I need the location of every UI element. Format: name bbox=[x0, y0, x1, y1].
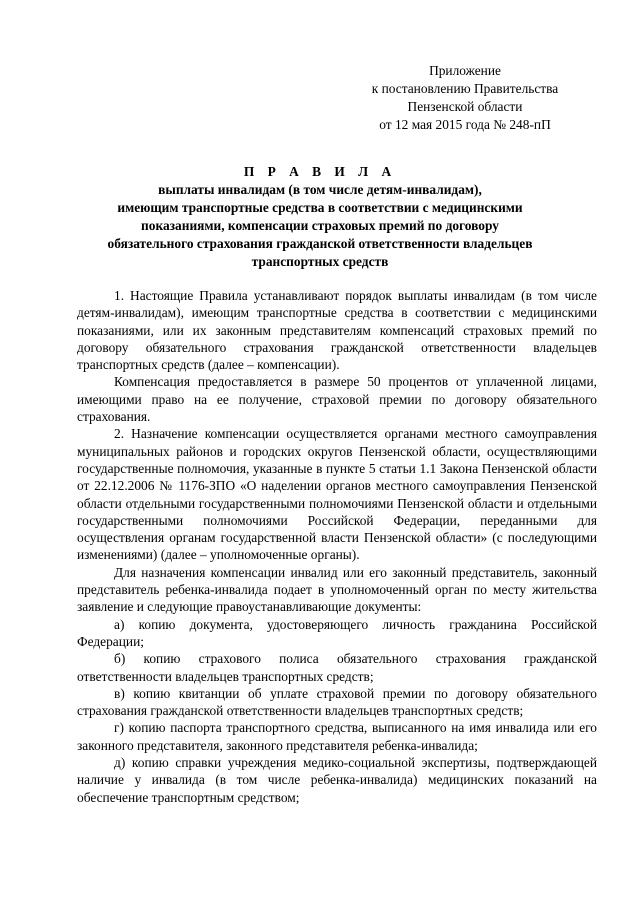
list-item-b: б) копию страхового полиса обязательного страхования гражданской ответственности владельцев транспортных средств; bbox=[77, 651, 597, 684]
title-subtitle-line: выплаты инвалидам (в том числе детям-инвалидам), bbox=[158, 182, 482, 197]
appendix-line: Пензенской области bbox=[407, 99, 523, 114]
paragraph-item-1: 1. Настоящие Правила устанавливают порядок выплаты инвалидам (в том числе детям-инвалидам), имеющим транспортные средства в соответствии с медицинскими показаниями, или их законным представителям компенсаций страховых премий по договору обязательного страхования гражданской ответственности владельцев транспортных средств (далее – компенсации). bbox=[77, 288, 597, 373]
paragraph-documents-intro: Для назначения компенсации инвалид или его законный представитель, законный представитель ребенка-инвалида подает в уполномоченный орган по месту жительства заявление и следующие правоустанавливающие документы: bbox=[77, 564, 597, 615]
paragraph-item-2: 2. Назначение компенсации осуществляется органами местного самоуправления муниципальных районов и городских округов Пензенской области, осуществляющими государственные полномочия, указанные в пункте 5 статьи 1.1 Закона Пензенской области от 22.12.2006 № 1176-ЗПО «О наделении органов местного самоуправления Пензенской области отдельными государственными полномочиями Пензенской области и отдельными государственными полномочиями Российской Федерации, переданными для осуществления органам государственной власти Пензенской области» (с последующими изменениями) (далее – уполномоченные органы). bbox=[77, 426, 597, 563]
list-item-d: д) копию справки учреждения медико-социальной экспертизы, подтверждающей наличие у инвалида (в том числе ребенка-инвалида) медицинских показаний на обеспечение транспортным средством; bbox=[77, 755, 597, 805]
list-item-g: г) копию паспорта транспортного средства, выписанного на имя инвалида или его законного представителя, законного представителя ребенка-инвалида; bbox=[77, 720, 597, 753]
appendix-line: Приложение bbox=[429, 63, 501, 78]
appendix-line: к постановлению Правительства bbox=[371, 81, 559, 96]
paragraph-compensation-size: Компенсация предоставляется в размере 50 процентов от уплаченной лицами, имеющими право на ее получение, страховой премии по договору обязательного страхования. bbox=[77, 374, 597, 425]
document-title bbox=[70, 163, 570, 271]
appendix-header bbox=[360, 62, 570, 134]
appendix-line: от 12 мая 2015 года № 248-пП bbox=[379, 117, 551, 132]
list-item-a: а) копию документа, удостоверяющего личность гражданина Российской Федерации; bbox=[77, 616, 597, 649]
document-body bbox=[77, 287, 597, 806]
title-subtitle-line: показаниями, компенсации страховых премий по договору bbox=[141, 218, 499, 233]
title-subtitle-line: имеющим транспортные средства в соответствии с медицинскими bbox=[117, 200, 523, 215]
title-subtitle-line: транспортных средств bbox=[251, 254, 389, 269]
rules-heading: П Р А В И Л А bbox=[243, 164, 397, 179]
list-item-v: в) копию квитанции об уплате страховой премии по договору обязательного страхования гражданской ответственности владельцев транспортных средств; bbox=[77, 685, 597, 719]
title-subtitle-line: обязательного страхования гражданской ответственности владельцев bbox=[107, 236, 533, 251]
